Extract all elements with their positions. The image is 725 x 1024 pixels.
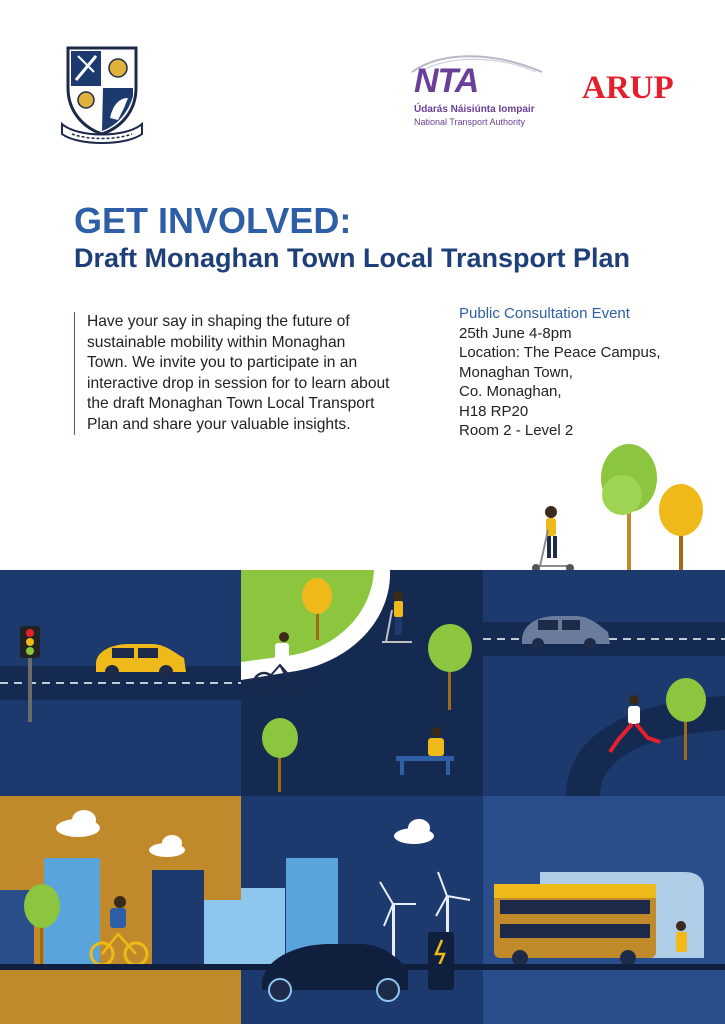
- event-details: [459, 304, 719, 441]
- intro-line: Plan and share your valuable insights.: [87, 415, 351, 433]
- council-crest-icon: [58, 42, 146, 146]
- event-location: Monaghan Town,: [459, 363, 573, 381]
- arup-logo: ARUP: [582, 70, 674, 106]
- event-title: Public Consultation Event: [459, 305, 630, 322]
- event-date-time: 25th June 4-8pm: [459, 324, 572, 342]
- intro-line: the draft Monaghan Town Local Transport: [87, 395, 375, 412]
- page-title: GET INVOLVED:: [74, 200, 352, 241]
- intro-line: Town. We invite you to participate in an: [87, 354, 358, 371]
- nta-wordmark: NTA: [414, 62, 479, 100]
- nta-english-name: National Transport Authority: [414, 117, 526, 127]
- event-room: Room 2 - Level 2: [459, 422, 574, 439]
- event-location: Co. Monaghan,: [459, 383, 562, 400]
- waiting-person-icon: [676, 921, 687, 952]
- intro-line: interactive drop in session for to learn about: [87, 374, 390, 392]
- event-location: Location: The Peace Campus,: [459, 344, 661, 361]
- intro-line: Have your say in shaping the future of: [87, 313, 350, 330]
- intro-line: sustainable mobility within Monaghan: [87, 333, 346, 351]
- nta-logo: [410, 48, 545, 128]
- tree-icon: [601, 444, 657, 570]
- nta-irish-name: Údarás Náisiúnta Iompair: [414, 104, 535, 115]
- page-subtitle: Draft Monaghan Town Local Transport Plan: [74, 243, 631, 273]
- intro-paragraph: [74, 312, 427, 435]
- ev-charger-icon: [428, 932, 454, 990]
- transport-illustration: [0, 440, 725, 1024]
- tree-icon: [659, 484, 703, 570]
- event-eircode: H18 RP20: [459, 402, 529, 420]
- scooter-rider-icon: [532, 506, 574, 572]
- bus-icon: [494, 884, 656, 966]
